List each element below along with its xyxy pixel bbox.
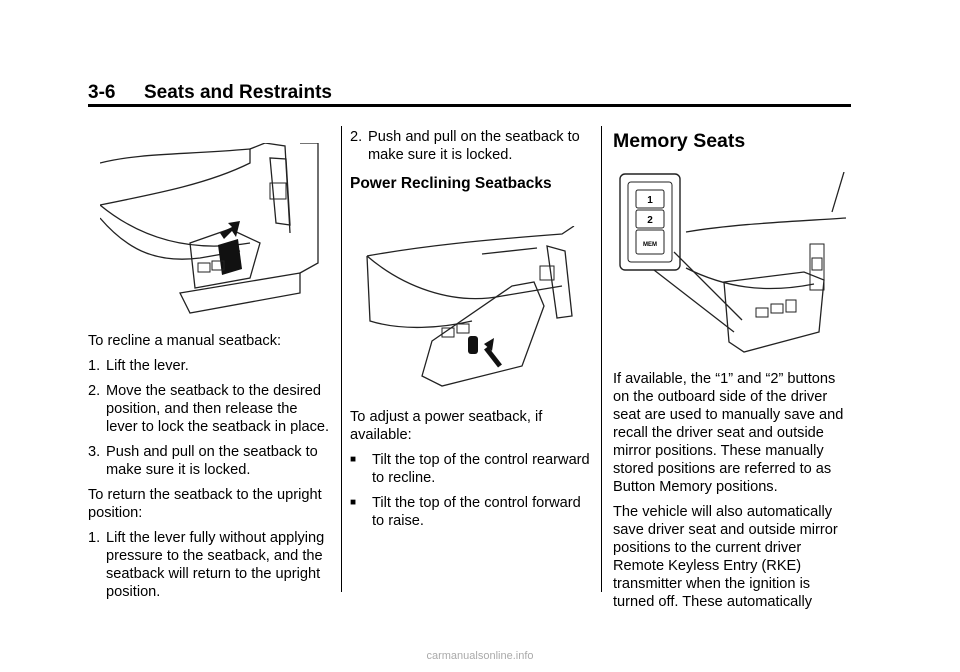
- column-divider-1: [341, 126, 342, 592]
- column-3-top: [613, 128, 853, 154]
- memory-button-1-label: 1: [647, 195, 653, 206]
- list-item: ■ Tilt the top of the control rearward to recline.: [350, 452, 590, 486]
- list-item: ■ Tilt the top of the control forward to raise.: [350, 495, 581, 529]
- power-recline-heading: Power Reclining Seatbacks: [350, 175, 552, 192]
- watermark: carmanualsonline.info: [426, 650, 534, 662]
- recline-intro: To recline a manual seatback:: [88, 333, 282, 349]
- memory-seats-para-1: If available, the “1” and “2” buttons on the outboard side of the driver seat are used to manually save and recall the driver seat and outside mirror positions. These manually stored positions are referred to as Button Memory positions.: [613, 371, 844, 495]
- column-1: [88, 332, 333, 608]
- column-2-bottom: [350, 408, 595, 537]
- memory-button-2-label: 2: [647, 215, 653, 226]
- section-number: 3-6: [88, 82, 116, 103]
- list-item: 3. Push and pull on the seatback to make sure it is locked.: [88, 444, 318, 478]
- manual-recline-illustration: [100, 143, 320, 315]
- memory-seats-para-2: The vehicle will also automatically save driver seat and outside mirror positions to the current driver Remote Keyless Entry (RKE) transmitter when the ignition is turned off. These automatically: [613, 504, 838, 610]
- list-item: 2. Push and pull on the seatback to make sure it is locked.: [350, 129, 580, 163]
- list-item: 2. Move the seatback to the desired position, and then release the lever to lock the seatback in place.: [88, 383, 330, 435]
- list-item: 1. Lift the lever.: [88, 358, 189, 374]
- column-divider-2: [601, 126, 602, 592]
- memory-set-button-label: MEM: [643, 242, 657, 248]
- power-recline-illustration: [362, 226, 580, 391]
- memory-seats-illustration: [614, 172, 850, 358]
- section-title: Seats and Restraints: [144, 82, 332, 103]
- header-rule: [88, 104, 851, 107]
- upright-intro: To return the seatback to the upright position:: [88, 487, 322, 521]
- list-item: 1. Lift the lever fully without applying pressure to the seatback, and the seatback will return to the upright position.: [88, 530, 325, 600]
- column-3-bottom: [613, 370, 853, 618]
- memory-seats-heading: Memory Seats: [613, 130, 746, 152]
- power-recline-intro: To adjust a power seatback, if available:: [350, 409, 543, 443]
- column-2-top: [350, 128, 595, 194]
